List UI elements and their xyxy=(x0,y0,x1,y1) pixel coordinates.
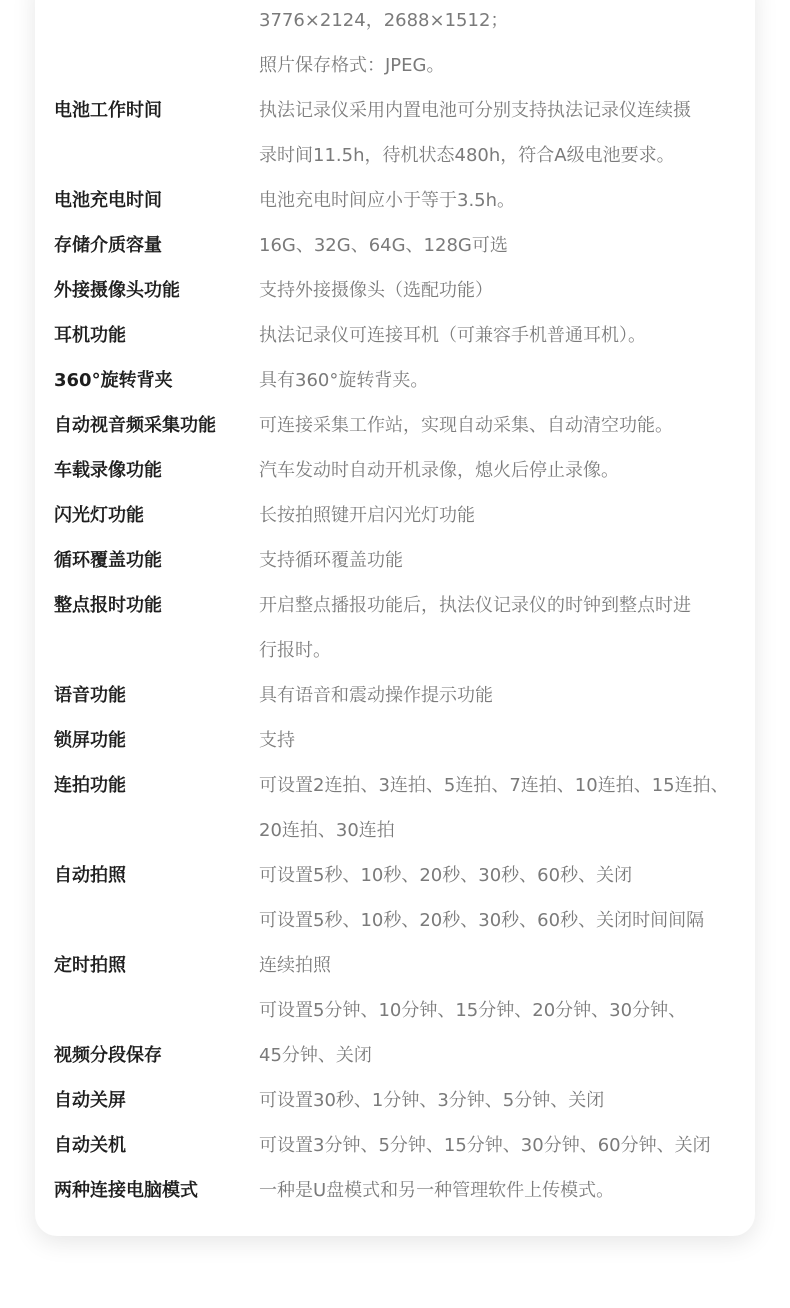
spec-label: 视频分段保存 xyxy=(54,1045,162,1066)
spec-label: 自动拍照 xyxy=(54,865,126,886)
spec-value-line: 具有语音和震动操作提示功能 xyxy=(259,685,493,706)
spec-value-line: 支持循环覆盖功能 xyxy=(259,550,403,571)
spec-label: 自动关屏 xyxy=(54,1090,126,1111)
spec-label: 定时拍照 xyxy=(54,955,126,976)
spec-value-line: 一种是U盘模式和另一种管理软件上传模式。 xyxy=(259,1180,615,1201)
spec-label: 外接摄像头功能 xyxy=(54,280,180,301)
spec-label: 连拍功能 xyxy=(54,775,126,796)
spec-label: 整点报时功能 xyxy=(54,595,162,616)
spec-value-line: 45分钟、关闭 xyxy=(259,1045,372,1066)
spec-value-line: 录时间11.5h，待机状态480h，符合A级电池要求。 xyxy=(259,145,675,166)
spec-value-line: 连续拍照 xyxy=(259,955,331,976)
spec-label: 耳机功能 xyxy=(54,325,126,346)
spec-label: 循环覆盖功能 xyxy=(54,550,162,571)
spec-value-line: 行报时。 xyxy=(259,640,331,661)
spec-label: 语音功能 xyxy=(54,685,126,706)
spec-value-line: 可设置3分钟、5分钟、15分钟、30分钟、60分钟、关闭 xyxy=(259,1135,711,1156)
spec-label: 闪光灯功能 xyxy=(54,505,144,526)
spec-value-line: 20连拍、30连拍 xyxy=(259,820,395,841)
spec-value-line: 可设置5秒、10秒、20秒、30秒、60秒、关闭时间间隔 xyxy=(259,910,705,931)
spec-value-line: 开启整点播报功能后，执法仪记录仪的时钟到整点时进 xyxy=(259,595,691,616)
spec-value-line: 电池充电时间应小于等于3.5h。 xyxy=(259,190,516,211)
spec-label: 存储介质容量 xyxy=(54,235,162,256)
spec-value-line: 可连接采集工作站，实现自动采集、自动清空功能。 xyxy=(259,415,673,436)
spec-value-line: 执法记录仪可连接耳机（可兼容手机普通耳机）。 xyxy=(259,325,646,346)
spec-value-line: 具有360°旋转背夹。 xyxy=(259,370,429,391)
spec-label: 车载录像功能 xyxy=(54,460,162,481)
spec-value-line: 可设置5秒、10秒、20秒、30秒、60秒、关闭 xyxy=(259,865,633,886)
spec-value-line: 可设置5分钟、10分钟、15分钟、20分钟、30分钟、 xyxy=(259,1000,687,1021)
spec-label: 自动视音频采集功能 xyxy=(54,415,216,436)
spec-label: 锁屏功能 xyxy=(54,730,126,751)
spec-value-line: 长按拍照键开启闪光灯功能 xyxy=(259,505,475,526)
spec-value-line: 汽车发动时自动开机录像，熄火后停止录像。 xyxy=(259,460,619,481)
spec-value-line: 3776×2124，2688×1512； xyxy=(259,10,509,31)
spec-label: 电池工作时间 xyxy=(54,100,162,121)
spec-value-line: 可设置30秒、1分钟、3分钟、5分钟、关闭 xyxy=(259,1090,605,1111)
spec-value-line: 支持 xyxy=(259,730,295,751)
spec-label: 电池充电时间 xyxy=(54,190,162,211)
spec-value-line: 可设置2连拍、3连拍、5连拍、7连拍、10连拍、15连拍、 xyxy=(259,775,729,796)
spec-value-line: 执法记录仪采用内置电池可分别支持执法记录仪连续摄 xyxy=(259,100,691,121)
spec-value-line: 支持外接摄像头（选配功能） xyxy=(259,280,493,301)
spec-value-line: 照片保存格式：JPEG。 xyxy=(259,55,445,76)
spec-label: 360°旋转背夹 xyxy=(54,370,173,391)
spec-value-line: 16G、32G、64G、128G可选 xyxy=(259,235,508,256)
spec-label: 自动关机 xyxy=(54,1135,126,1156)
spec-label: 两种连接电脑模式 xyxy=(54,1180,198,1201)
